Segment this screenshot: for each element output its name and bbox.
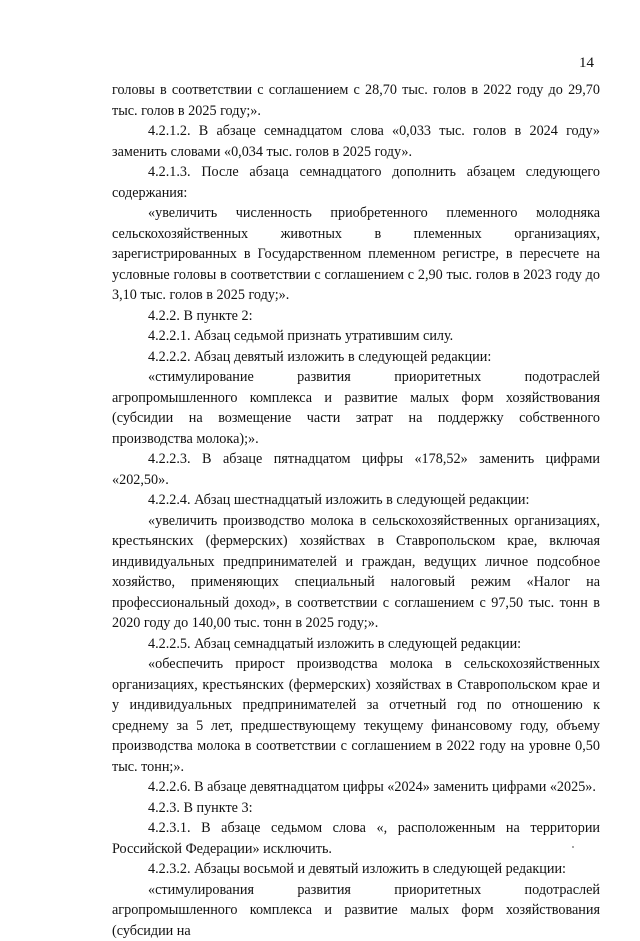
paragraph-9: 4.2.2.3. В абзаце пятнадцатом цифры «178,52» заменить цифрами «202,50». (112, 449, 600, 490)
paragraph-6: 4.2.2.1. Абзац седьмой признать утратившим силу. (112, 326, 600, 347)
scan-speck (572, 846, 574, 848)
paragraph-12: 4.2.2.5. Абзац семнадцатый изложить в следующей редакции: (112, 634, 600, 655)
paragraph-14: 4.2.2.6. В абзаце девятнадцатом цифры «2024» заменить цифрами «2025». (112, 777, 600, 798)
paragraph-5: 4.2.2. В пункте 2: (112, 306, 600, 327)
paragraph-3: 4.2.1.3. После абзаца семнадцатого дополнить абзацем следующего содержания: (112, 162, 600, 203)
paragraph-17: 4.2.3.2. Абзацы восьмой и девятый изложить в следующей редакции: (112, 859, 600, 880)
paragraph-4: «увеличить численность приобретенного племенного молодняка сельскохозяйственных животных в племенных организациях, зарегистрированных в Государственном племенном регистре, в пересчете на условные головы в соответствии с соглашением с 2,90 тыс. голов в 2023 году до 3,10 тыс. голов в 2025 году;». (112, 203, 600, 306)
paragraph-16: 4.2.3.1. В абзаце седьмом слова «, расположенным на территории Российской Федерации» исключить. (112, 818, 600, 859)
paragraph-15: 4.2.3. В пункте 3: (112, 798, 600, 819)
paragraph-13: «обеспечить прирост производства молока в сельскохозяйственных организациях, крестьянских (фермерских) хозяйствах в Ставропольском крае и у индивидуальных предпринимателей за отчетный год по отношению к среднему за 5 лет, предшествующему текущему финансовому году, объему производства молока в соответствии с соглашением в 2022 году на уровне 0,50 тыс. тонн;». (112, 654, 600, 777)
paragraph-10: 4.2.2.4. Абзац шестнадцатый изложить в следующей редакции: (112, 490, 600, 511)
document-body (112, 80, 600, 941)
paragraph-18: «стимулирования развития приоритетных подотраслей агропромышленного комплекса и развитие малых форм хозяйствования (субсидии на (112, 880, 600, 941)
paragraph-7: 4.2.2.2. Абзац девятый изложить в следующей редакции: (112, 347, 600, 368)
paragraph-11: «увеличить производство молока в сельскохозяйственных организациях, крестьянских (фермерских) хозяйствах в Ставропольском крае, включая индивидуальных предпринимателей и граждан, ведущих личное подсобное хозяйство, применяющих специальный налоговый режим «Налог на профессиональный доход», в соответствии с соглашением с 97,50 тыс. тонн в 2020 году до 140,00 тыс. тонн в 2025 году;». (112, 511, 600, 634)
paragraph-8: «стимулирование развития приоритетных подотраслей агропромышленного комплекса и развитие малых форм хозяйствования (субсидии на возмещение части затрат на поддержку собственного производства молока);». (112, 367, 600, 449)
paragraph-2: 4.2.1.2. В абзаце семнадцатом слова «0,033 тыс. голов в 2024 году» заменить словами «0,034 тыс. голов в 2025 году». (112, 121, 600, 162)
paragraph-1: головы в соответствии с соглашением с 28,70 тыс. голов в 2022 году до 29,70 тыс. голов в 2025 году;». (112, 80, 600, 121)
page-number: 14 (579, 53, 594, 74)
